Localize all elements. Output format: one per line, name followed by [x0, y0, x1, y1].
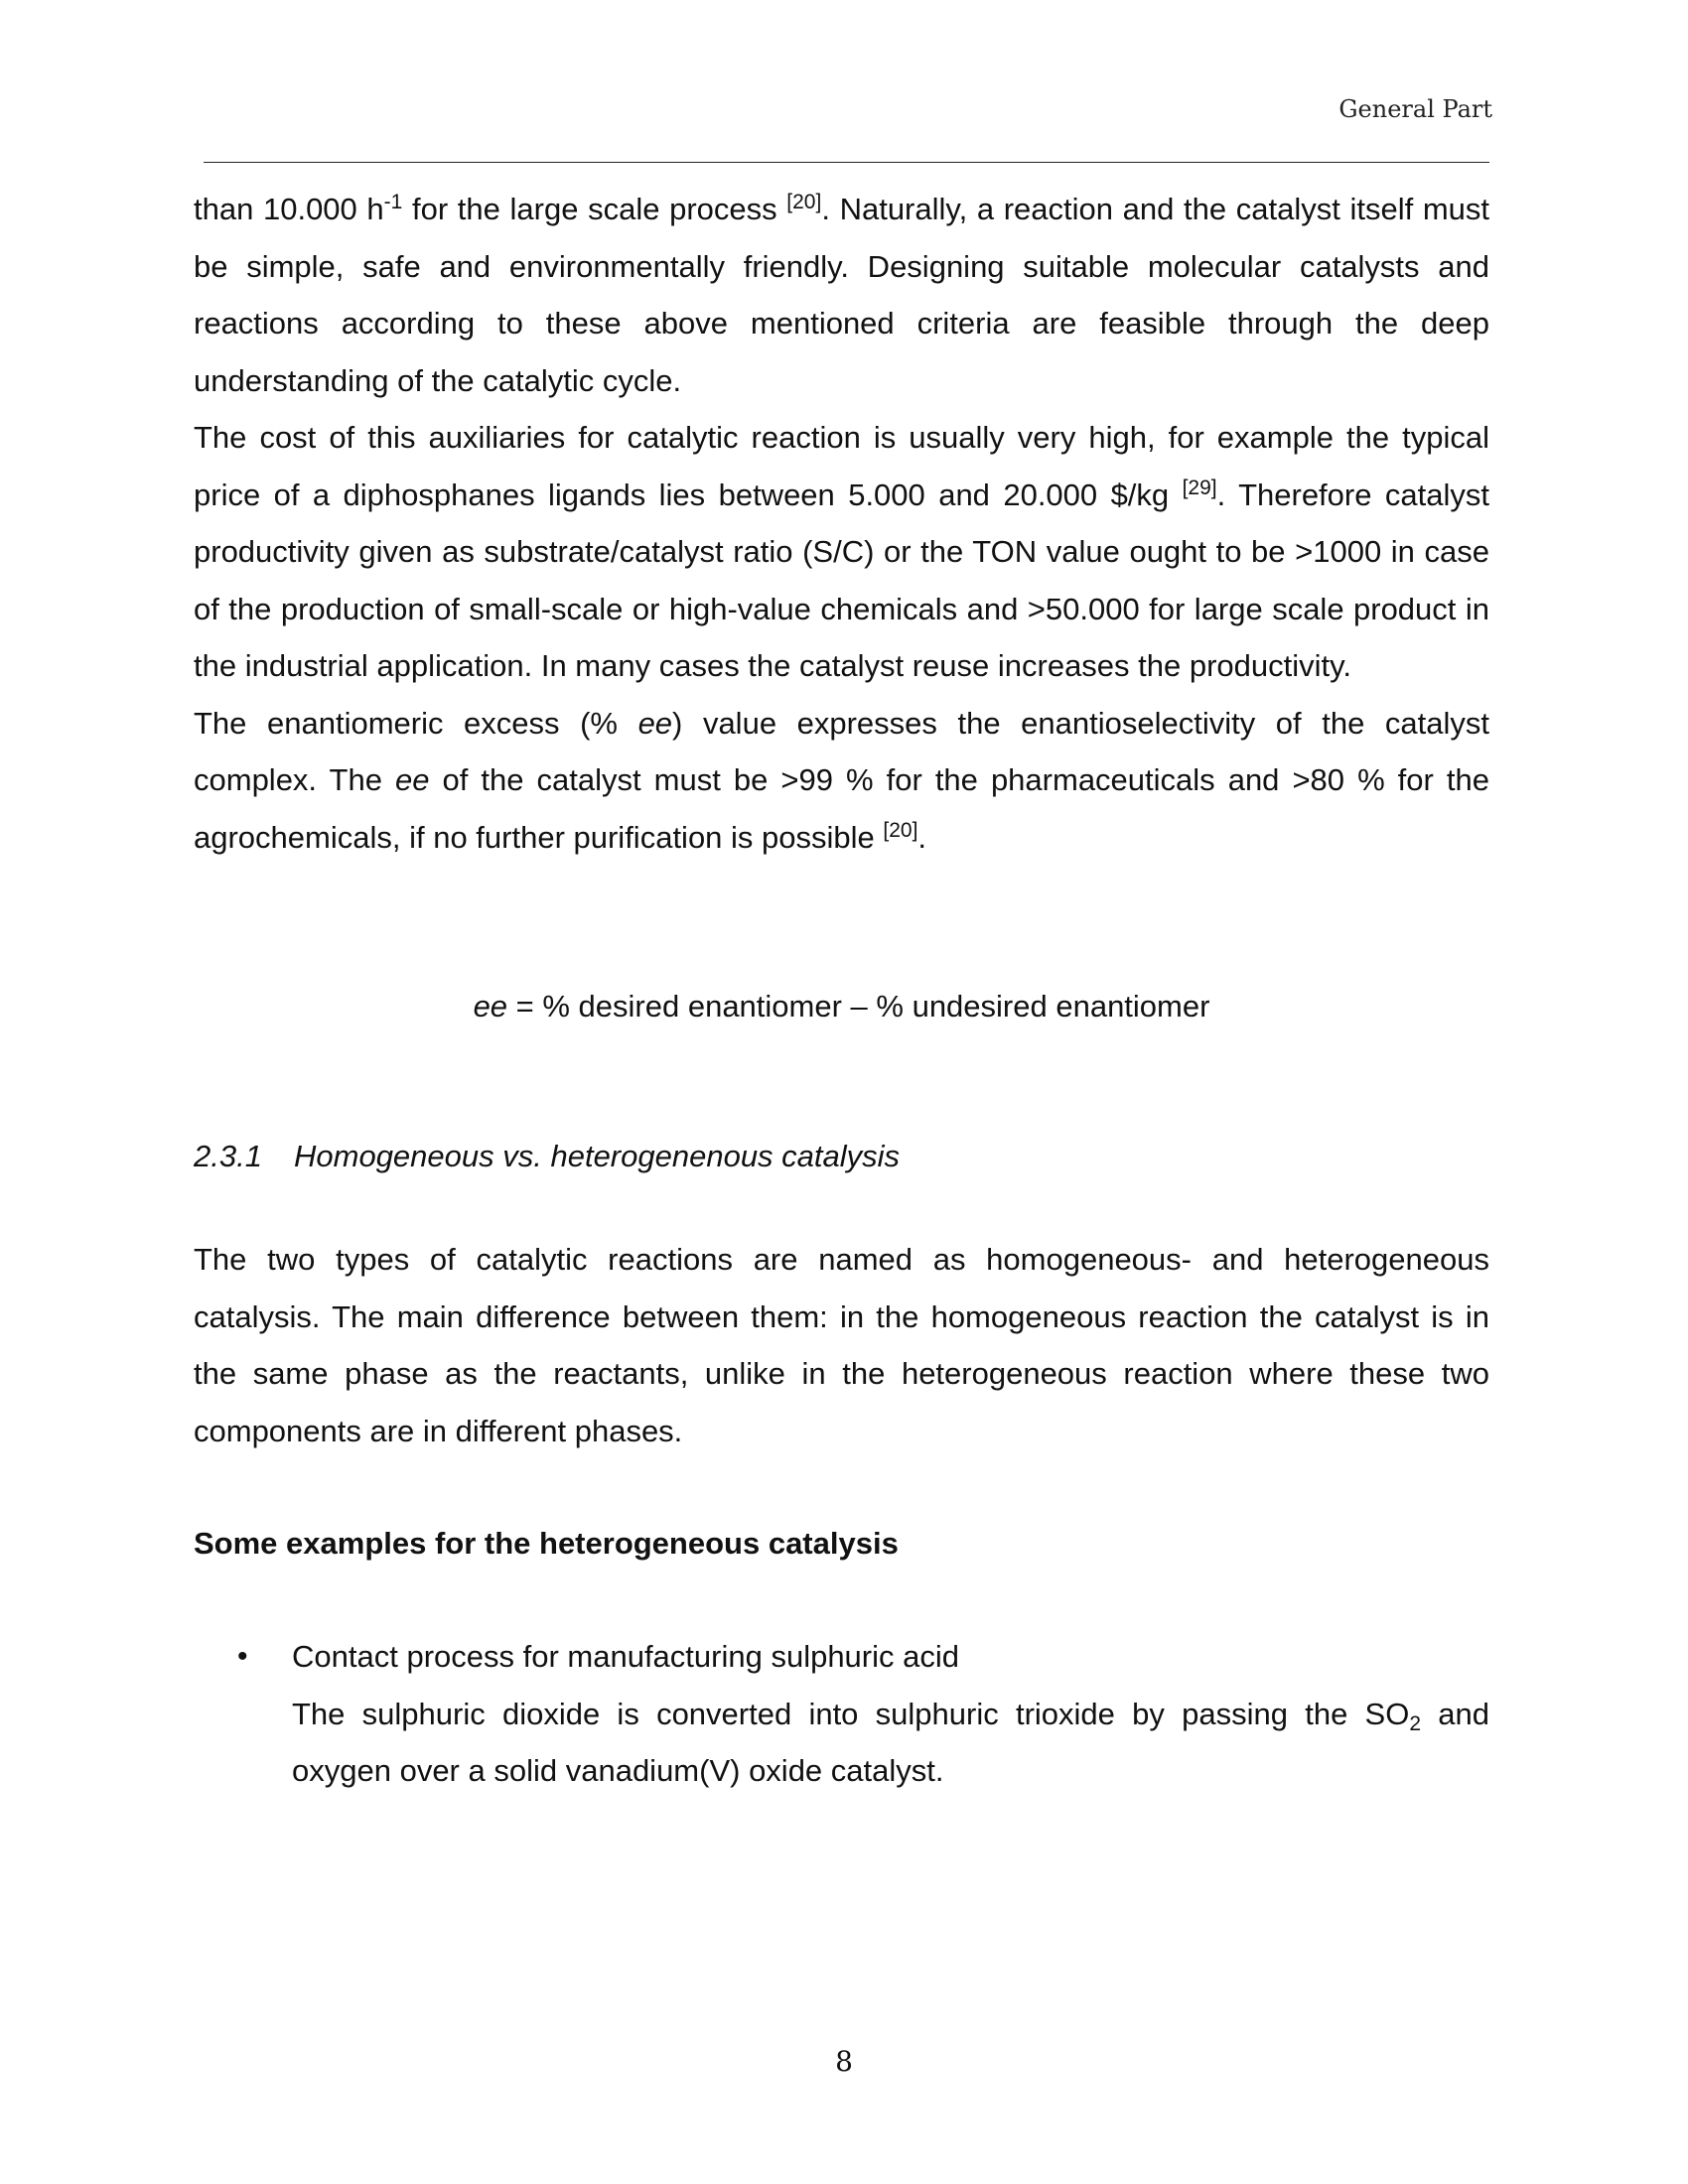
page-number: 8 [835, 2045, 853, 2078]
body-text-section [194, 1231, 1489, 1459]
header-rule [204, 162, 1489, 163]
citation-ref: [29] [1182, 476, 1217, 499]
bullet-item-contact-process [292, 1628, 1489, 1800]
bullet-marker: • [237, 1640, 248, 1673]
ee-formula: ee = % desired enantiomer – % undesired enantiomer [473, 989, 1210, 1024]
bullet-description: The sulphuric dioxide is converted into sulphuric trioxide by passing the $SO_2$ and oxygen over a solid vanadium(V) oxide catalyst. [292, 1696, 1489, 1788]
running-header: General Part [1338, 95, 1492, 123]
superscript-exponent: -1 [383, 191, 403, 213]
section-number: 2.3.1 [194, 1139, 262, 1173]
paragraph-catalyst-cost: The cost of this auxiliaries for catalytic reaction is usually very high, for example the typical price of a diphosphanes ligands lies between 5.000 and 20.000 $/kg [29]. Therefore catalyst productivity given as substrate/catalyst ratio (S/C) or the TON value ought to be >1000 in case of the production of small-scale or high-value chemicals and >50.000 for large scale product in the industrial application. In many cases the catalyst reuse increases the productivity. [194, 420, 1489, 683]
paragraph-catalysis-types: The two types of catalytic reactions are named as homogeneous- and heterogeneous catalysis. The main difference between them: in the homogeneous reaction the catalyst is in the same phase as the reactants, unlike in the heterogeneous reaction where these two components are in different phases. [194, 1242, 1489, 1448]
bullet-title: Contact process for manufacturing sulphuric acid [292, 1639, 959, 1674]
paragraph-enantiomeric-excess: The enantiomeric excess (% ee) value expresses the enantioselectivity of the catalyst complex. The ee of the catalyst must be >99 % for the pharmaceuticals and >80 % for the agrochemicals, if no further purification is possible [20]. [194, 705, 1489, 855]
section-heading [194, 1128, 900, 1185]
citation-ref: [20] [883, 818, 918, 842]
citation-ref: [20] [786, 191, 822, 213]
examples-heading: Some examples for the heterogeneous catalysis [194, 1526, 899, 1561]
section-title: Homogeneous vs. heterogenenous catalysis [294, 1139, 901, 1173]
paragraph-catalyst-requirements: than 10.000 $h^{-1}$ for the large scale process [20]. Naturally, a reaction and the catalyst itself must be simple, safe and environmentally friendly. Designing suitable molecular catalysts and reactions according to these above mentioned criteria are feasible through the deep understanding of the catalytic cycle. [194, 191, 1490, 398]
body-text-top [194, 181, 1489, 866]
subscript: 2 [1409, 1711, 1422, 1735]
